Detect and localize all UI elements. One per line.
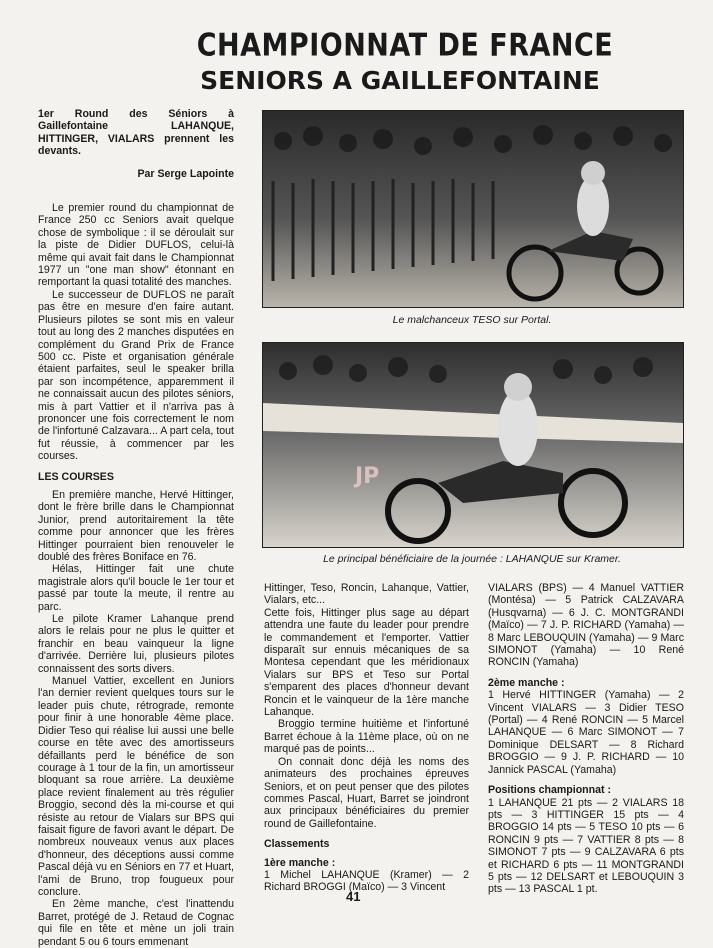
paragraph: Hittinger, Teso, Roncin, Lahanque, Vattier, Vialars, etc...	[264, 582, 469, 607]
paragraph: Le pilote Kramer Lahanque prend alors le relais pour ne plus le quitter et franchir en beau vainqueur la ligne d'arrivée. Derrière lui, plusieurs pilotes connaissent des sorts divers.	[38, 613, 234, 675]
column-left	[38, 108, 234, 948]
article-lead: 1er Round des Séniors à Gaillefontaine LAHANQUE, HITTINGER, VIALARS prennent les devants.	[38, 108, 234, 158]
paragraph: En première manche, Hervé Hittinger, dont le frère brille dans le Championnat Junior, prend autoritairement la tête comme pour annoncer que les frères Hittinger pourraient bien renouveler le doublé des frères Boniface en 76.	[38, 488, 234, 563]
standings-text: 1 LAHANQUE 21 pts — 2 VIALARS 18 pts — 3 HITTINGER 15 pts — 4 BROGGIO 14 pts — 5 TESO 10 pts — 6 RONCIN 9 pts — 7 VATTIER 8 pts — 8 SIMONOT 7 pts — 9 CALZAVARA 6 pts et RICHARD 6 pts — 11 MONTGRANDI 5 pts — 12 DELSART et LEBOUQUIN 3 pts — 13 PASCAL 1 pt.	[488, 796, 684, 896]
page-subtitle: SENIORS A GAILLEFONTAINE	[200, 66, 600, 95]
results-text: VIALARS (BPS) — 4 Manuel VATTIER (Montésa) — 5 Patrick CALZAVARA (Husqvarna) — 6 J. C. MONTGRANDI (Maïco) — 7 J. P. RICHARD (Yamaha) — 8 Marc LEBOUQUIN (Yamaha) — 9 Marc SIMONOT (Yamaha) — 10 René RONCIN (Yamaha)	[488, 582, 684, 669]
page-number: 41	[346, 889, 361, 904]
photo-lahanque	[262, 342, 684, 548]
results-text: 1 Hervé HITTINGER (Yamaha) — 2 Vincent VIALARS — 3 Didier TESO (Portal) — 4 René RONCIN — 5 Marcel LAHANQUE — 6 Marc SIMONOT — 7 Dominique DELSART — 8 Richard BROGGIO — 9 J. P. RICHARD — 10 Jannick PASCAL (Yamaha)	[488, 689, 684, 776]
motocross-photo-image	[263, 343, 683, 547]
results-text: 1 Michel LAHANQUE (Kramer) — 2 Richard BROGGI (Maïco) — 3 Vincent	[264, 868, 469, 894]
photo-caption-bottom: Le principal bénéficiaire de la journée : LAHANQUE sur Kramer.	[323, 553, 621, 565]
paragraph: Manuel Vattier, excellent en Juniors l'an dernier revient quelques tours sur le leader puis chute, rétrograde, remonte pour finir à une honorable 4ème place. Didier Teso qui réalise lui aussi une belle course en tête avec des amortisseurs défaillants perd le bénéfice de son courage à 1 tour de la fin, un amortisseur bloquant sa roue arrière. La deuxième place revient finalement au très régulier Broggio, second dès la mi-course et qui résiste au retour de Vialars sur BPS qui faisait figure de favori avant le départ. De nombreux nouveaux venus aux places d'honneur, des déceptions aussi comme Pascal déjà vu en Séniors en 77 et Huart, l'ami de Bruno, trop fougueux pour conclure.	[38, 675, 234, 898]
section-heading: Classements	[264, 838, 330, 851]
paragraph: Hélas, Hittinger fait une chute magistrale alors qu'il boucle le 1er tour et passé par toute la meute, il rentre au parc.	[38, 563, 234, 613]
results-heading: 2ème manche :	[488, 676, 565, 689]
photo-teso	[262, 110, 684, 308]
paragraph: Le successeur de DUFLOS ne paraît pas être en mesure d'en faire autant. Plusieurs pilotes se sont mis en valeur tout au long des 2 manches disputées en complément du Grand Prix de France 500 cc. Piste et organisation générale étaient parfaites, seul le speaker brilla par son incompétence, apparemment il ne connaissait aucun des pilotes séniors, mis à part Vattier et il n'arriva pas à prononcer une fois correctement le nom de l'infortuné Calzavara... A part cela, tout fut réussie, à commencer par les courses.	[38, 288, 234, 463]
standings-heading: Positions championnat :	[488, 784, 612, 797]
paragraph: Cette fois, Hittinger plus sage au départ attendra une faute du leader pour prendre le commandement et l'emporter. Vattier disparaît sur ennuis mécaniques de sa Montesa cependant que les méridionaux Vialars sur BPS et Teso sur Portal s'emparent des places d'honneur devant Roncin et le vainqueur de la 1ère manche Lahanque.	[264, 606, 469, 719]
column-right	[488, 582, 684, 896]
section-heading: LES COURSES	[38, 470, 114, 483]
paragraph: Le premier round du championnat de France 250 cc Seniors avait quelque chose de symbolique : il se déroulait sur la piste de Didier DUFLOS, celui-là même qui avait fait dans le Championnat 1977 un "one man show" étonnant en remportant la quasi totalité des manches.	[38, 202, 234, 289]
results-heading: 1ère manche :	[264, 856, 336, 869]
paragraph: En 2ème manche, c'est l'inattendu Barret, protégé de J. Retaud de Cognac qui file en tête et mène un joli train pendant 5 ou 6 tours emmenant	[38, 898, 234, 948]
motocross-photo-image	[263, 111, 683, 307]
page-title: CHAMPIONNAT DE FRANCE	[196, 27, 614, 64]
column-middle	[264, 582, 469, 894]
photo-caption-top: Le malchanceux TESO sur Portal.	[392, 314, 552, 326]
byline: Par Serge Lapointe	[137, 167, 234, 180]
paragraph: On connait donc déjà les noms des animateurs des prochaines épreuves Seniors, et on peut penser que des pilotes commes Pascal, Huart, Barret se joindront aux principaux bénéficiaires du premier round de Gaillefontaine.	[264, 755, 469, 830]
paragraph: Broggio termine huitième et l'infortuné Barret échoue à la 11ème place, où on ne marqué pas de points...	[264, 718, 469, 756]
watermark: JP	[355, 464, 380, 489]
